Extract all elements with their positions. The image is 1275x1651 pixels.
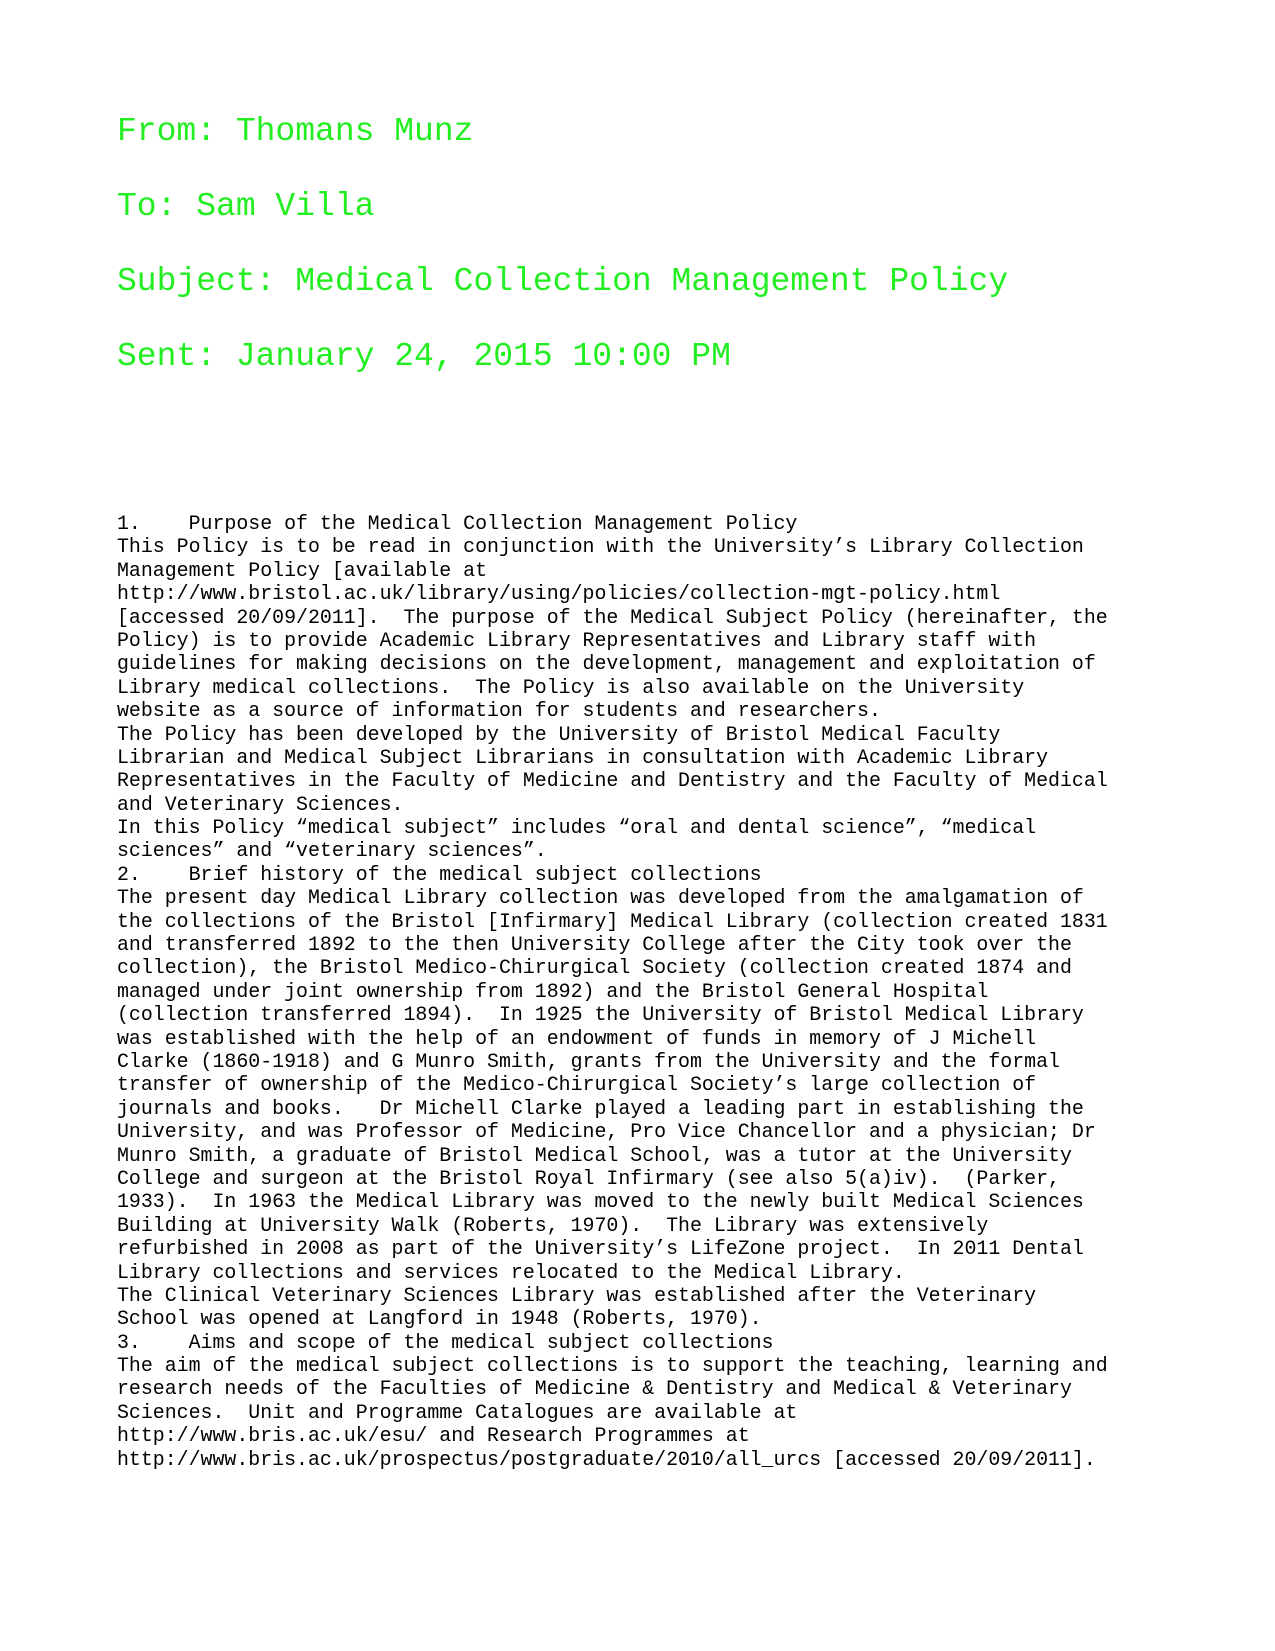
body-line: Representatives in the Faculty of Medicine and Dentistry and the Faculty of Medical bbox=[117, 769, 1108, 793]
body-line: refurbished in 2008 as part of the University’s LifeZone project. In 2011 Dental bbox=[117, 1237, 1084, 1261]
body-line: Librarian and Medical Subject Librarians in consultation with Academic Library bbox=[117, 745, 1049, 769]
body-line: Policy) is to provide Academic Library Representatives and Library staff with bbox=[117, 628, 1037, 652]
body-line: website as a source of information for students and researchers. bbox=[117, 699, 881, 723]
body-line: http://www.bris.ac.uk/esu/ and Research Programmes at bbox=[117, 1424, 750, 1448]
body-line: and transferred 1892 to the then University College after the City took over the bbox=[117, 933, 1072, 957]
body-line: 2. Brief history of the medical subject collections bbox=[117, 862, 762, 886]
body-line: collection), the Bristol Medico-Chirurgical Society (collection created 1874 and bbox=[117, 956, 1072, 980]
body-line: 1. Purpose of the Medical Collection Management Policy bbox=[117, 512, 798, 535]
email-from: From: Thomans Munz bbox=[117, 113, 474, 150]
body-line: Sciences. Unit and Programme Catalogues are available at bbox=[117, 1400, 798, 1424]
body-line: Clarke (1860-1918) and G Munro Smith, grants from the University and the formal bbox=[117, 1049, 1060, 1073]
email-body bbox=[117, 512, 1227, 1471]
body-line: This Policy is to be read in conjunction with the University’s Library Collection bbox=[117, 535, 1084, 559]
body-line: the collections of the Bristol [Infirmary] Medical Library (collection created 1831 bbox=[117, 909, 1108, 933]
body-line: 3. Aims and scope of the medical subject collections bbox=[117, 1330, 774, 1354]
body-line: transfer of ownership of the Medico-Chirurgical Society’s large collection of bbox=[117, 1073, 1037, 1097]
body-line: sciences” and “veterinary sciences”. bbox=[117, 839, 547, 863]
body-line: Library medical collections. The Policy is also available on the University bbox=[117, 675, 1025, 699]
body-line: The aim of the medical subject collections is to support the teaching, learning and bbox=[117, 1354, 1108, 1378]
body-line: guidelines for making decisions on the development, management and exploitation of bbox=[117, 652, 1096, 676]
body-line: Building at University Walk (Roberts, 1970). The Library was extensively bbox=[117, 1213, 989, 1237]
body-line: Management Policy [available at bbox=[117, 558, 488, 582]
body-line: The Policy has been developed by the University of Bristol Medical Faculty bbox=[117, 722, 1001, 746]
body-line: Munro Smith, a graduate of Bristol Medical School, was a tutor at the University bbox=[117, 1143, 1072, 1167]
body-line: College and surgeon at the Bristol Royal Infirmary (see also 5(a)iv). (Parker, bbox=[117, 1166, 1060, 1190]
email-to: To: Sam Villa bbox=[117, 188, 375, 225]
body-line: University, and was Professor of Medicine, Pro Vice Chancellor and a physician; Dr bbox=[117, 1120, 1096, 1144]
body-line: The Clinical Veterinary Sciences Library was established after the Veterinary bbox=[117, 1283, 1037, 1307]
body-line: and Veterinary Sciences. bbox=[117, 792, 404, 816]
body-line: was established with the help of an endowment of funds in memory of J Michell bbox=[117, 1026, 1037, 1050]
email-subject: Subject: Medical Collection Management Policy bbox=[117, 263, 1009, 300]
body-line: research needs of the Faculties of Medicine & Dentistry and Medical & Veterinary bbox=[117, 1377, 1072, 1401]
body-line: http://www.bristol.ac.uk/library/using/policies/collection-mgt-policy.html bbox=[117, 582, 1001, 606]
email-header bbox=[117, 112, 1217, 412]
body-line: (collection transferred 1894). In 1925 the University of Bristol Medical Library bbox=[117, 1003, 1084, 1027]
body-line: The present day Medical Library collection was developed from the amalgamation of bbox=[117, 886, 1084, 910]
body-line: http://www.bris.ac.uk/prospectus/postgraduate/2010/all_urcs [accessed 20/09/2011]. bbox=[117, 1447, 1096, 1471]
body-line: School was opened at Langford in 1948 (Roberts, 1970). bbox=[117, 1307, 762, 1331]
body-line: 1933). In 1963 the Medical Library was moved to the newly built Medical Sciences bbox=[117, 1190, 1084, 1214]
body-line: [accessed 20/09/2011]. The purpose of the Medical Subject Policy (hereinafter, the bbox=[117, 605, 1108, 629]
email-sent: Sent: January 24, 2015 10:00 PM bbox=[117, 338, 731, 375]
body-line: In this Policy “medical subject” includes “oral and dental science”, “medical bbox=[117, 816, 1037, 840]
body-line: managed under joint ownership from 1892) and the Bristol General Hospital bbox=[117, 979, 989, 1003]
body-line: journals and books. Dr Michell Clarke played a leading part in establishing the bbox=[117, 1096, 1084, 1120]
body-line: Library collections and services relocated to the Medical Library. bbox=[117, 1260, 905, 1284]
